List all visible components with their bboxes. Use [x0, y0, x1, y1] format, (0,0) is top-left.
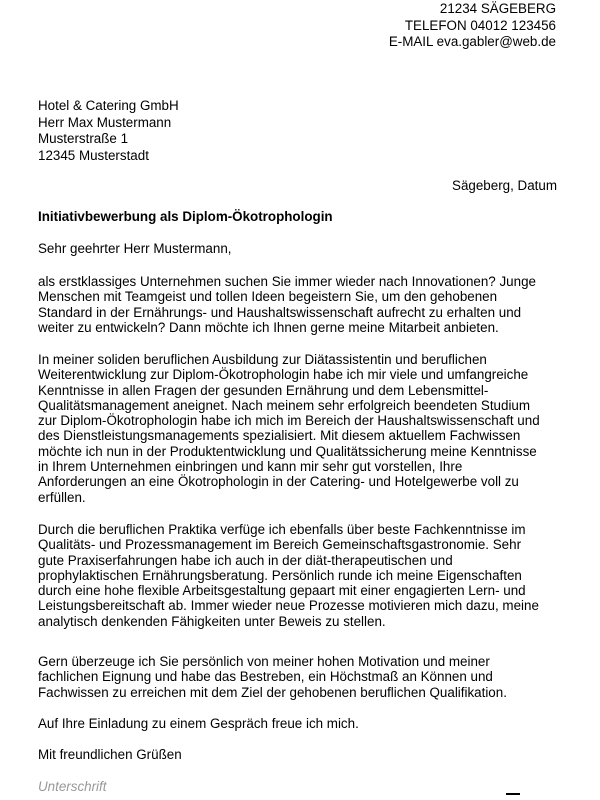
paragraph-2	[38, 352, 562, 505]
paragraph-4	[38, 654, 562, 700]
paragraph-line: des Dienstleistungsmanagements spezialisiert. Mit diesem aktuellem Fachwissen	[38, 428, 521, 444]
recipient-name: Herr Max Mustermann	[38, 114, 172, 130]
paragraph-line: Menschen mit Teamgeist und tollen Ideen begeistern Sie, um den gehobenen	[38, 289, 498, 305]
paragraph-line: prophylaktischen Ernährungsberatung. Persönlich runde ich meine Eigenschaften	[38, 567, 522, 583]
paragraph-line: durch eine hohe flexible Arbeitsgestaltung gepaart mit einer engagierten Lern- und	[38, 583, 526, 599]
paragraph-line: fachlichen Eignung und habe das Bestreben, ein Höchstmaß an Können und	[38, 669, 493, 685]
paragraph-line: Auf Ihre Einladung zu einem Gespräch freue ich mich.	[38, 716, 359, 731]
sender-block	[389, 1, 556, 51]
paragraph-line: Gern überzeuge ich Sie persönlich von meiner hohen Motivation und meiner	[38, 654, 490, 669]
paragraph-1	[38, 274, 562, 335]
sender-city: 21234 SÄGEBERG	[439, 1, 556, 16]
signature-placeholder: Unterschrift	[38, 779, 107, 794]
paragraph-line: zur Diplom-Ökotrophologin habe ich mich im Bereich der Haushaltswissenschaft und	[38, 413, 540, 429]
paragraph-line: analytisch denkenden Fähigkeiten unter Beweis zu stellen.	[38, 613, 386, 629]
paragraph-line: Kenntnisse in allen Fragen der gesunden Ernährung und dem Lebensmittel-	[38, 382, 489, 398]
recipient-city: 12345 Musterstadt	[38, 147, 149, 163]
subject-line: Initiativbewerbung als Diplom-Ökotrophologin	[38, 209, 333, 224]
paragraph-3	[38, 522, 562, 629]
paragraph-5	[38, 716, 562, 731]
salutation: Sehr geehrter Herr Mustermann,	[38, 241, 232, 256]
paragraph-line: weiter zu entwickeln? Dann möchte ich Ihnen gerne meine Mitarbeit anbieten.	[38, 319, 499, 335]
paragraph-line: Leistungsbereitschaft ab. Immer wieder neue Prozesse motivieren mich dazu, meine	[38, 598, 539, 614]
paragraph-line: als erstklassiges Unternehmen suchen Sie immer wieder nach Innovationen? Junge	[38, 274, 536, 289]
paragraph-line: Fachwissen zu erreichen mit dem Ziel der gehobenen beruflichen Qualifikation.	[38, 684, 507, 700]
paragraph-line: Anforderungen an eine Ökotrophologin in der Catering- und Hotelgewerbe voll zu	[38, 474, 519, 490]
closing: Mit freundlichen Grüßen	[38, 747, 182, 762]
sender-phone: TELEFON 04012 123456	[404, 17, 556, 33]
paragraph-line: möchte ich nun in der Produktentwicklung und Qualitätssicherung meine Kenntnisse	[38, 443, 537, 459]
paragraph-line: Standard in der Ernährungs- und Haushaltswissenschaft aufrecht zu erhalten und	[38, 304, 522, 320]
recipient-street: Musterstraße 1	[38, 131, 129, 146]
paragraph-line: Durch die beruflichen Praktika verfüge ich ebenfalls über beste Fachkenntnisse im	[38, 522, 526, 537]
place-date: Sägeberg, Datum	[452, 178, 557, 193]
paragraph-line: Weiterentwicklung zur Diplom-Ökotrophologin habe ich mir viele und umfangreiche	[38, 367, 529, 383]
paragraph-line: gute Praxiserfahrungen habe ich auch in der diät-therapeutischen und	[38, 552, 453, 568]
paragraph-line: in Ihrem Unternehmen einbringen und kann mir sehr gut vorstellen, Ihre	[38, 459, 463, 475]
recipient-company: Hotel & Catering GmbH	[38, 98, 179, 113]
sender-email: E-MAIL eva.gabler@web.de	[388, 34, 556, 49]
recipient-address	[38, 98, 179, 164]
paragraph-line: In meiner soliden beruflichen Ausbildung zur Diätassistentin und beruflichen	[38, 352, 487, 367]
paragraph-line: erfüllen.	[38, 489, 86, 505]
paragraph-line: Qualitäts- und Prozessmanagement im Bereich Gemeinschaftsgastronomie. Sehr	[38, 537, 522, 553]
page-corner-mark	[506, 793, 520, 798]
paragraph-line: Qualitätsmanagement aneignet. Nach meinem sehr erfolgreich beendeten Studium	[38, 397, 531, 413]
